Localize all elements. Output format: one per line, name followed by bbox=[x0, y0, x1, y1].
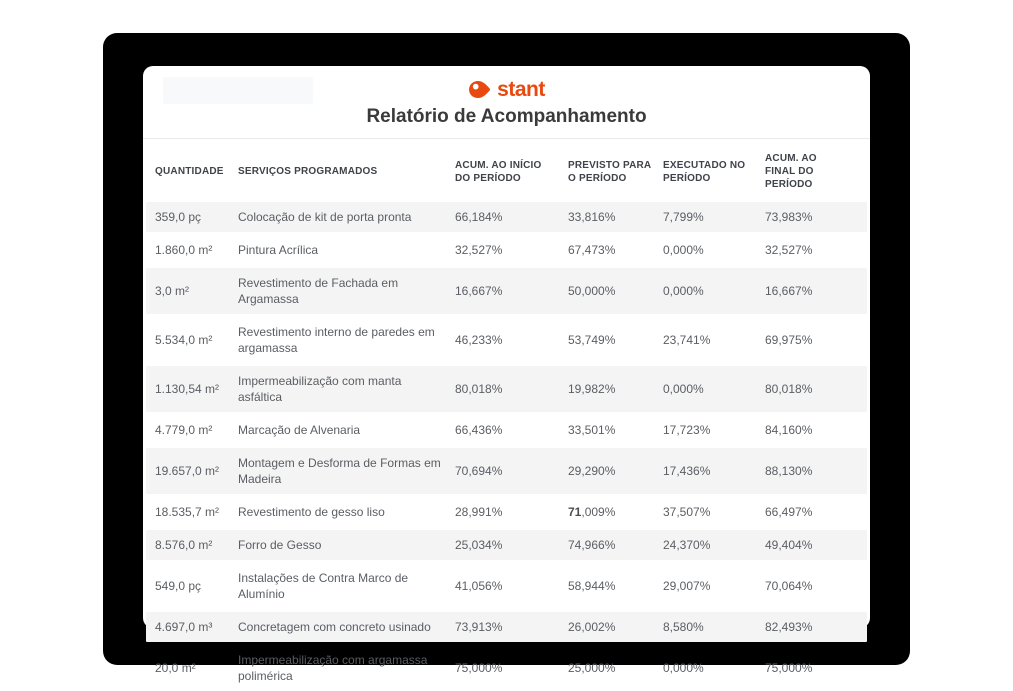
cell-previsto: 53,749% bbox=[568, 333, 616, 347]
table-row bbox=[146, 563, 867, 609]
cell-servico: Colocação de kit de porta pronta bbox=[238, 210, 412, 224]
column-header: ACUM. AO FINAL DO PERÍODO bbox=[765, 153, 817, 190]
cell-quantidade: 20,0 m² bbox=[155, 661, 196, 675]
table-row bbox=[146, 366, 867, 412]
cell-previsto: 19,982% bbox=[568, 382, 616, 396]
cell-previsto: 33,816% bbox=[568, 210, 616, 224]
cell-previsto: 50,000% bbox=[568, 284, 616, 298]
cell-acum_inicio: 70,694% bbox=[455, 464, 503, 478]
cell-acum_inicio: 16,667% bbox=[455, 284, 503, 298]
cell-acum_final: 75,000% bbox=[765, 661, 813, 675]
cell-acum_final: 84,160% bbox=[765, 423, 813, 437]
cell-acum_inicio: 41,056% bbox=[455, 579, 503, 593]
cell-quantidade: 3,0 m² bbox=[155, 284, 190, 298]
cell-acum_inicio: 46,233% bbox=[455, 333, 503, 347]
device-frame bbox=[103, 33, 910, 683]
cell-executado: 0,000% bbox=[663, 284, 704, 298]
column-header: SERVIÇOS PROGRAMADOS bbox=[238, 166, 378, 177]
cell-servico: Impermeabilização com argamassa polimérica bbox=[238, 653, 428, 683]
cell-acum_final: 73,983% bbox=[765, 210, 813, 224]
cell-quantidade: 549,0 pç bbox=[155, 579, 202, 593]
cell-previsto: 58,944% bbox=[568, 579, 616, 593]
column-header: ACUM. AO INÍCIO DO PERÍODO bbox=[455, 159, 542, 184]
cell-servico: Instalações de Contra Marco de Alumínio bbox=[238, 571, 409, 601]
cell-quantidade: 19.657,0 m² bbox=[155, 464, 220, 478]
cell-acum_final: 80,018% bbox=[765, 382, 813, 396]
cell-quantidade: 359,0 pç bbox=[155, 210, 202, 224]
cell-quantidade: 4.697,0 m³ bbox=[155, 620, 213, 634]
cell-quantidade: 1.130,54 m² bbox=[155, 382, 220, 396]
cell-previsto: 25,000% bbox=[568, 661, 616, 675]
table-body bbox=[143, 200, 870, 691]
table-row bbox=[146, 317, 867, 363]
table-row bbox=[146, 497, 867, 527]
cell-servico: Montagem e Desforma de Formas em Madeira bbox=[238, 456, 441, 486]
cell-executado: 0,000% bbox=[663, 661, 704, 675]
stant-drop-icon bbox=[468, 80, 491, 99]
cell-servico: Forro de Gesso bbox=[238, 538, 322, 552]
cell-executado: 17,436% bbox=[663, 464, 711, 478]
table-row bbox=[146, 268, 867, 314]
table-row bbox=[146, 235, 867, 265]
cell-quantidade: 5.534,0 m² bbox=[155, 333, 213, 347]
column-header: QUANTIDADE bbox=[155, 166, 224, 177]
cell-executado: 24,370% bbox=[663, 538, 711, 552]
cell-servico: Revestimento interno de paredes em argamassa bbox=[238, 325, 435, 355]
cell-previsto: 29,290% bbox=[568, 464, 616, 478]
page-title: Relatório de Acompanhamento bbox=[366, 106, 647, 127]
cell-previsto: 74,966% bbox=[568, 538, 616, 552]
cell-acum_inicio: 32,527% bbox=[455, 243, 503, 257]
table-row bbox=[146, 612, 867, 642]
cell-executado: 37,507% bbox=[663, 505, 711, 519]
cell-acum_final: 16,667% bbox=[765, 284, 813, 298]
cell-acum_inicio: 80,018% bbox=[455, 382, 503, 396]
cell-previsto: 33,501% bbox=[568, 423, 616, 437]
cell-acum_final: 66,497% bbox=[765, 505, 813, 519]
cell-acum_final: 70,064% bbox=[765, 579, 813, 593]
cell-acum_inicio: 66,184% bbox=[455, 210, 503, 224]
cell-executado: 0,000% bbox=[663, 243, 704, 257]
cell-executado: 7,799% bbox=[663, 210, 704, 224]
column-header: PREVISTO PARA O PERÍODO bbox=[568, 159, 651, 184]
table-row bbox=[146, 530, 867, 560]
cell-previsto: 71,009% bbox=[568, 505, 616, 519]
cell-acum_final: 82,493% bbox=[765, 620, 813, 634]
cell-previsto: 26,002% bbox=[568, 620, 616, 634]
cell-quantidade: 8.576,0 m² bbox=[155, 538, 213, 552]
cell-quantidade: 1.860,0 m² bbox=[155, 243, 213, 257]
cell-servico: Revestimento de gesso liso bbox=[238, 505, 385, 519]
cell-servico: Impermeabilização com manta asfáltica bbox=[238, 374, 402, 404]
table-row bbox=[146, 448, 867, 494]
cell-acum_inicio: 66,436% bbox=[455, 423, 503, 437]
cell-executado: 0,000% bbox=[663, 382, 704, 396]
table-header-row bbox=[143, 139, 870, 200]
cell-acum_inicio: 75,000% bbox=[455, 661, 503, 675]
column-header: EXECUTADO NO PERÍODO bbox=[663, 159, 746, 184]
cell-acum_inicio: 73,913% bbox=[455, 620, 503, 634]
cell-acum_inicio: 28,991% bbox=[455, 505, 503, 519]
cell-executado: 29,007% bbox=[663, 579, 711, 593]
cell-servico: Revestimento de Fachada em Argamassa bbox=[238, 276, 399, 306]
cell-servico: Marcação de Alvenaria bbox=[238, 423, 361, 437]
cell-previsto: 67,473% bbox=[568, 243, 616, 257]
placeholder-block bbox=[163, 77, 313, 104]
cell-quantidade: 18.535,7 m² bbox=[155, 505, 220, 519]
cell-acum_inicio: 25,034% bbox=[455, 538, 503, 552]
brand-name: stant bbox=[497, 77, 545, 101]
report-card bbox=[143, 66, 870, 683]
cell-acum_final: 69,975% bbox=[765, 333, 813, 347]
cell-servico: Concretagem com concreto usinado bbox=[238, 620, 431, 634]
cell-executado: 17,723% bbox=[663, 423, 711, 437]
table-row bbox=[146, 202, 867, 232]
cell-executado: 23,741% bbox=[663, 333, 711, 347]
cell-acum_final: 88,130% bbox=[765, 464, 813, 478]
cell-servico: Pintura Acrílica bbox=[238, 243, 319, 257]
cell-executado: 8,580% bbox=[663, 620, 704, 634]
cell-acum_final: 32,527% bbox=[765, 243, 813, 257]
cell-acum_final: 49,404% bbox=[765, 538, 813, 552]
table-row bbox=[146, 415, 867, 445]
table-row bbox=[146, 645, 867, 691]
cell-quantidade: 4.779,0 m² bbox=[155, 423, 213, 437]
